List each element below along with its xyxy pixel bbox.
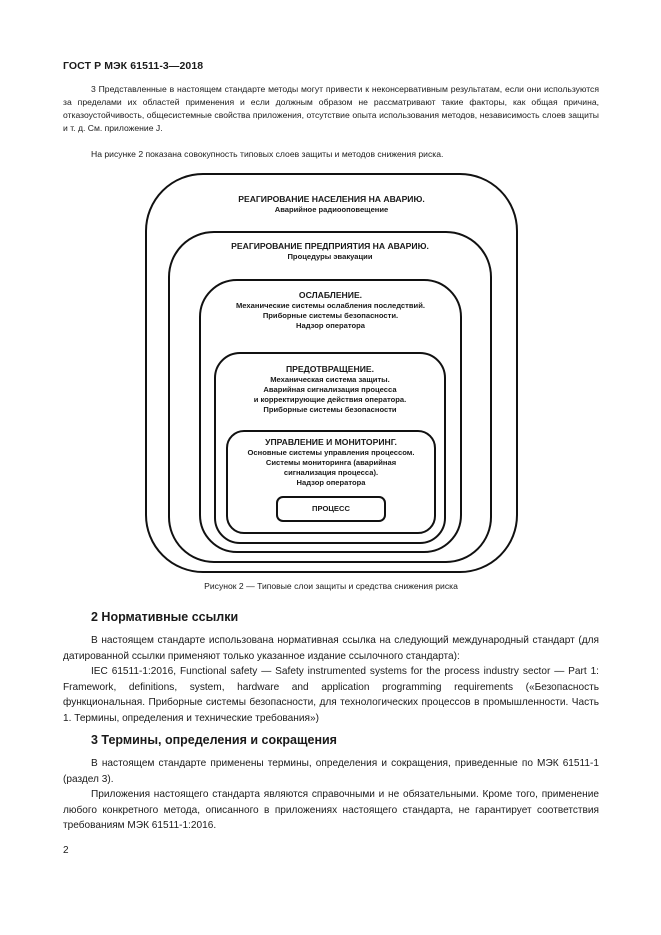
layer-line: Аварийное радиооповещение	[274, 204, 389, 214]
layer-title: УПРАВЛЕНИЕ И МОНИТОРИНГ.	[265, 437, 397, 447]
layer-line: Механические системы ослабления последствий.	[235, 300, 425, 310]
layer-line: сигнализация процесса).	[283, 467, 379, 477]
process-box	[276, 496, 386, 522]
layer-line: Основные системы управления процессом.	[247, 447, 415, 457]
layer-title: ОСЛАБЛЕНИЕ.	[298, 290, 363, 300]
section-2-paragraph-1	[63, 633, 599, 664]
layer-line: Приборные системы безопасности	[263, 404, 397, 414]
figure-caption: Рисунок 2 — Типовые слои защиты и средства снижения риска	[204, 581, 458, 591]
layer-line: и корректирующие действия оператора.	[253, 394, 407, 404]
section-3-paragraph-2	[63, 787, 599, 834]
page-number: 2	[63, 845, 69, 856]
section-3-paragraph-1	[63, 756, 599, 787]
layer-line: Надзор оператора	[296, 477, 366, 487]
section-3-text-1: В настоящем стандарте применены термины, определения и сокращения, приведенные по МЭК 61511-1 (раздел 3).	[63, 758, 599, 785]
layer-title: ПРЕДОТВРАЩЕНИЕ.	[285, 364, 375, 374]
figure-intro-paragraph	[63, 148, 599, 161]
note-paragraph	[63, 83, 599, 135]
section-3-text-2: Приложения настоящего стандарта являются справочными и не обязательными. Кроме того, применение любого конкретного метода, описанного в приложениях настоящего стандарта, не гарантирует соответствия требованиям МЭК 61511-1:2016.	[63, 789, 599, 831]
layer-title: РЕАГИРОВАНИЕ НАСЕЛЕНИЯ НА АВАРИЮ.	[238, 194, 425, 204]
section-3-title: 3 Термины, определения и сокращения	[91, 733, 337, 747]
layer-title: РЕАГИРОВАНИЕ ПРЕДПРИЯТИЯ НА АВАРИЮ.	[231, 241, 429, 251]
layer-line: Механическая система защиты.	[270, 374, 390, 384]
figure-intro-text: На рисунке 2 показана совокупность типовых слоев защиты и методов снижения риска.	[91, 149, 444, 159]
section-2-text-2: IEC 61511-1:2016, Functional safety — Safety instrumented systems for the process industry sector — Part 1: Framework, definitions, system, hardware and application programming requirements («Безопасность функциональная. Приборные системы безопасности, для технологических процессов в промышленности. Часть 1. Термины, определения и технические требования»)	[63, 666, 599, 724]
section-2-title: 2 Нормативные ссылки	[91, 610, 239, 624]
layer-line: Процедуры эвакуации	[287, 251, 373, 261]
note-text: 3 Представленные в настоящем стандарте методы могут привести к неконсервативным результатам, если они используются за пределами их областей применения и если должным образом не рассматривают такие факторы, как общая причина, отказоустойчивость, общесистемные свойства приложения, отсутствие опыта использования методов, независимость слоев защиты и т. д. См. приложение J.	[63, 84, 599, 133]
section-2-text-1: В настоящем стандарте использована нормативная ссылка на следующий международный стандарт (для датированной ссылки применяют только указанное издание ссылочного стандарта):	[63, 635, 599, 662]
process-label: ПРОЦЕСС	[312, 504, 350, 513]
layer-line: Аварийная сигнализация процесса	[263, 384, 397, 394]
layer-line: Приборные системы безопасности.	[262, 310, 399, 320]
layer-line: Надзор оператора	[295, 320, 366, 330]
layer-line: Системы мониторинга (аварийная	[265, 457, 397, 467]
document-header: ГОСТ Р МЭК 61511-3—2018	[63, 60, 204, 72]
section-2-paragraph-2	[63, 664, 599, 726]
